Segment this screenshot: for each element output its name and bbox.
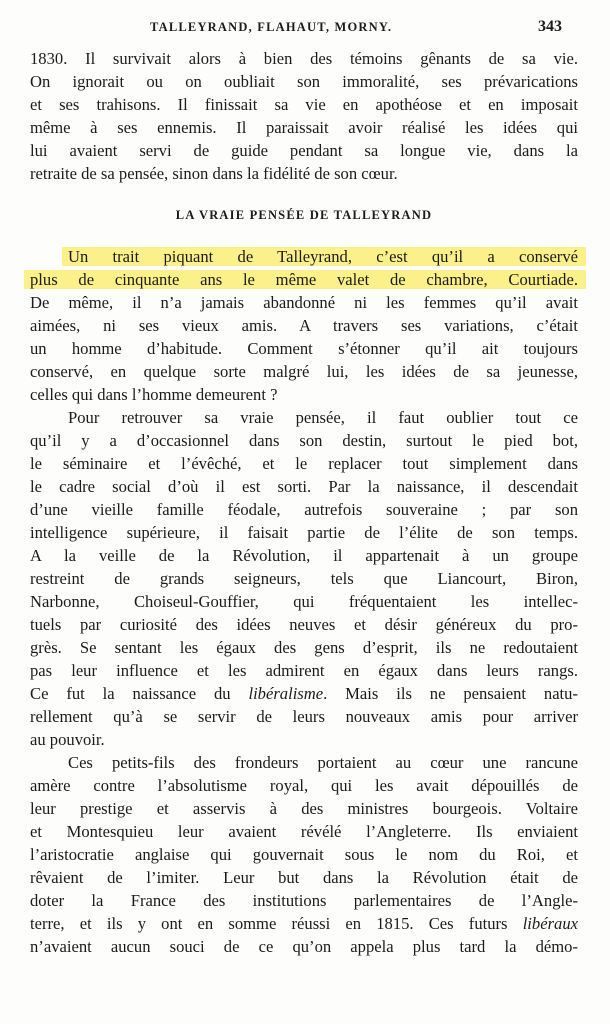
text-line: grès. Se sentant les égaux des gens d’esprit, ils ne redoutaient bbox=[30, 638, 578, 657]
text-run: . Mais ils ne pensaient natu- bbox=[323, 684, 578, 703]
paragraph-4 bbox=[30, 751, 578, 958]
text-run: Ce fut la naissance du bbox=[30, 684, 249, 703]
text-line: un homme d’habitude. Comment s’étonner qu’il ait toujours bbox=[30, 339, 578, 358]
text-line: doter la France des institutions parlementaires de l’Angle- bbox=[30, 891, 578, 910]
italic-term: libéraux bbox=[522, 914, 578, 933]
paragraph-3 bbox=[30, 406, 578, 751]
text-line: rêvaient de l’imiter. Leur but dans la Révolution était de bbox=[30, 868, 578, 887]
text-line: et Montesquieu leur avaient révélé l’Angleterre. Ils enviaient bbox=[30, 822, 578, 841]
text-line: pas leur influence et les admirent en égaux dans leurs rangs. bbox=[30, 661, 578, 680]
text-line: retraite de sa pensée, sinon dans la fidélité de son cœur. bbox=[30, 164, 398, 183]
text-line: conservé, en quelque sorte malgré lui, les idées de sa jeunesse, bbox=[30, 362, 578, 381]
running-head bbox=[0, 18, 610, 40]
text-line: restreint de grands seigneurs, tels que Liancourt, Biron, bbox=[30, 569, 578, 588]
section-heading: LA VRAIE PENSÉE DE TALLEYRAND bbox=[175, 208, 433, 222]
text-line: Narbonne, Choiseul-Gouffier, qui fréquentaient les intellec- bbox=[30, 592, 578, 611]
text-line: aimées, ni ses vieux amis. A travers ses variations, c’était bbox=[30, 316, 578, 335]
text-run: terre, et ils y ont en somme réussi en 1815. Ces futurs bbox=[30, 914, 523, 933]
paragraph-2 bbox=[30, 245, 578, 406]
text-line: On ignorait ou on oubliait son immoralité, ses prévarications bbox=[30, 72, 578, 91]
text-line: intelligence supérieure, il faisait partie de l’élite de son temps. bbox=[30, 523, 578, 542]
text-line: leur prestige et asservis à des ministres bourgeois. Voltaire bbox=[30, 799, 578, 818]
text-line: le séminaire et l’évêché, et le replacer tout simplement dans bbox=[30, 454, 578, 473]
running-title: TALLEYRAND, FLAHAUT, MORNY. bbox=[150, 20, 393, 34]
italic-term: libéralisme bbox=[248, 684, 324, 703]
text-line: au pouvoir. bbox=[30, 730, 105, 749]
text-line: tuels par curiosité des idées neuves et désir généreux du pro- bbox=[30, 615, 578, 634]
text-line bbox=[30, 912, 578, 935]
text-line-highlighted bbox=[30, 245, 578, 268]
text-line: rellement qu’à se servir de leurs nouveaux amis pour arriver bbox=[30, 707, 578, 726]
text-line: d’une vieille famille féodale, autrefois souveraine ; par son bbox=[30, 500, 578, 519]
page-number: 343 bbox=[538, 18, 562, 35]
text-line: le cadre social d’où il est sorti. Par la naissance, il descendait bbox=[30, 477, 578, 496]
text-line: et ses trahisons. Il finissait sa vie en apothéose et en imposait bbox=[30, 95, 578, 114]
text-line: amère contre l’absolutisme royal, qui les avait dépouillés de bbox=[30, 776, 578, 795]
text-line: même à ses ennemis. Il paraissait avoir réalisé les idées qui bbox=[30, 118, 578, 137]
text-line: qu’il y a d’occasionnel dans son destin, surtout le pied bot, bbox=[30, 431, 578, 450]
text-line bbox=[30, 682, 578, 705]
text-line: lui avaient servi de guide pendant sa longue vie, dans la bbox=[30, 141, 578, 160]
text-line: Pour retrouver sa vraie pensée, il faut oublier tout ce bbox=[68, 408, 578, 427]
paragraph-1 bbox=[30, 47, 578, 185]
text-line: n’avaient aucun souci de ce qu’on appela plus tard la démo- bbox=[30, 937, 578, 956]
highlight-mark: Un trait piquant de Talleyrand, c’est qu’il a conservé bbox=[68, 247, 578, 266]
text-line-highlighted bbox=[30, 268, 578, 291]
highlight-mark: plus de cinquante ans le même valet de chambre, Courtiade. bbox=[30, 270, 578, 289]
text-line: 1830. Il survivait alors à bien des témoins gênants de sa vie. bbox=[30, 49, 578, 68]
body-text bbox=[30, 47, 578, 958]
text-line: De même, il n’a jamais abandonné ni les femmes qu’il avait bbox=[30, 293, 578, 312]
text-line: l’aristocratie anglaise qui gouvernait sous le nom du Roi, et bbox=[30, 845, 578, 864]
text-line: A la veille de la Révolution, il appartenait à un groupe bbox=[30, 546, 578, 565]
text-line: celles qui dans l’homme demeurent ? bbox=[30, 385, 278, 404]
text-line: Ces petits-fils des frondeurs portaient au cœur une rancune bbox=[68, 753, 578, 772]
